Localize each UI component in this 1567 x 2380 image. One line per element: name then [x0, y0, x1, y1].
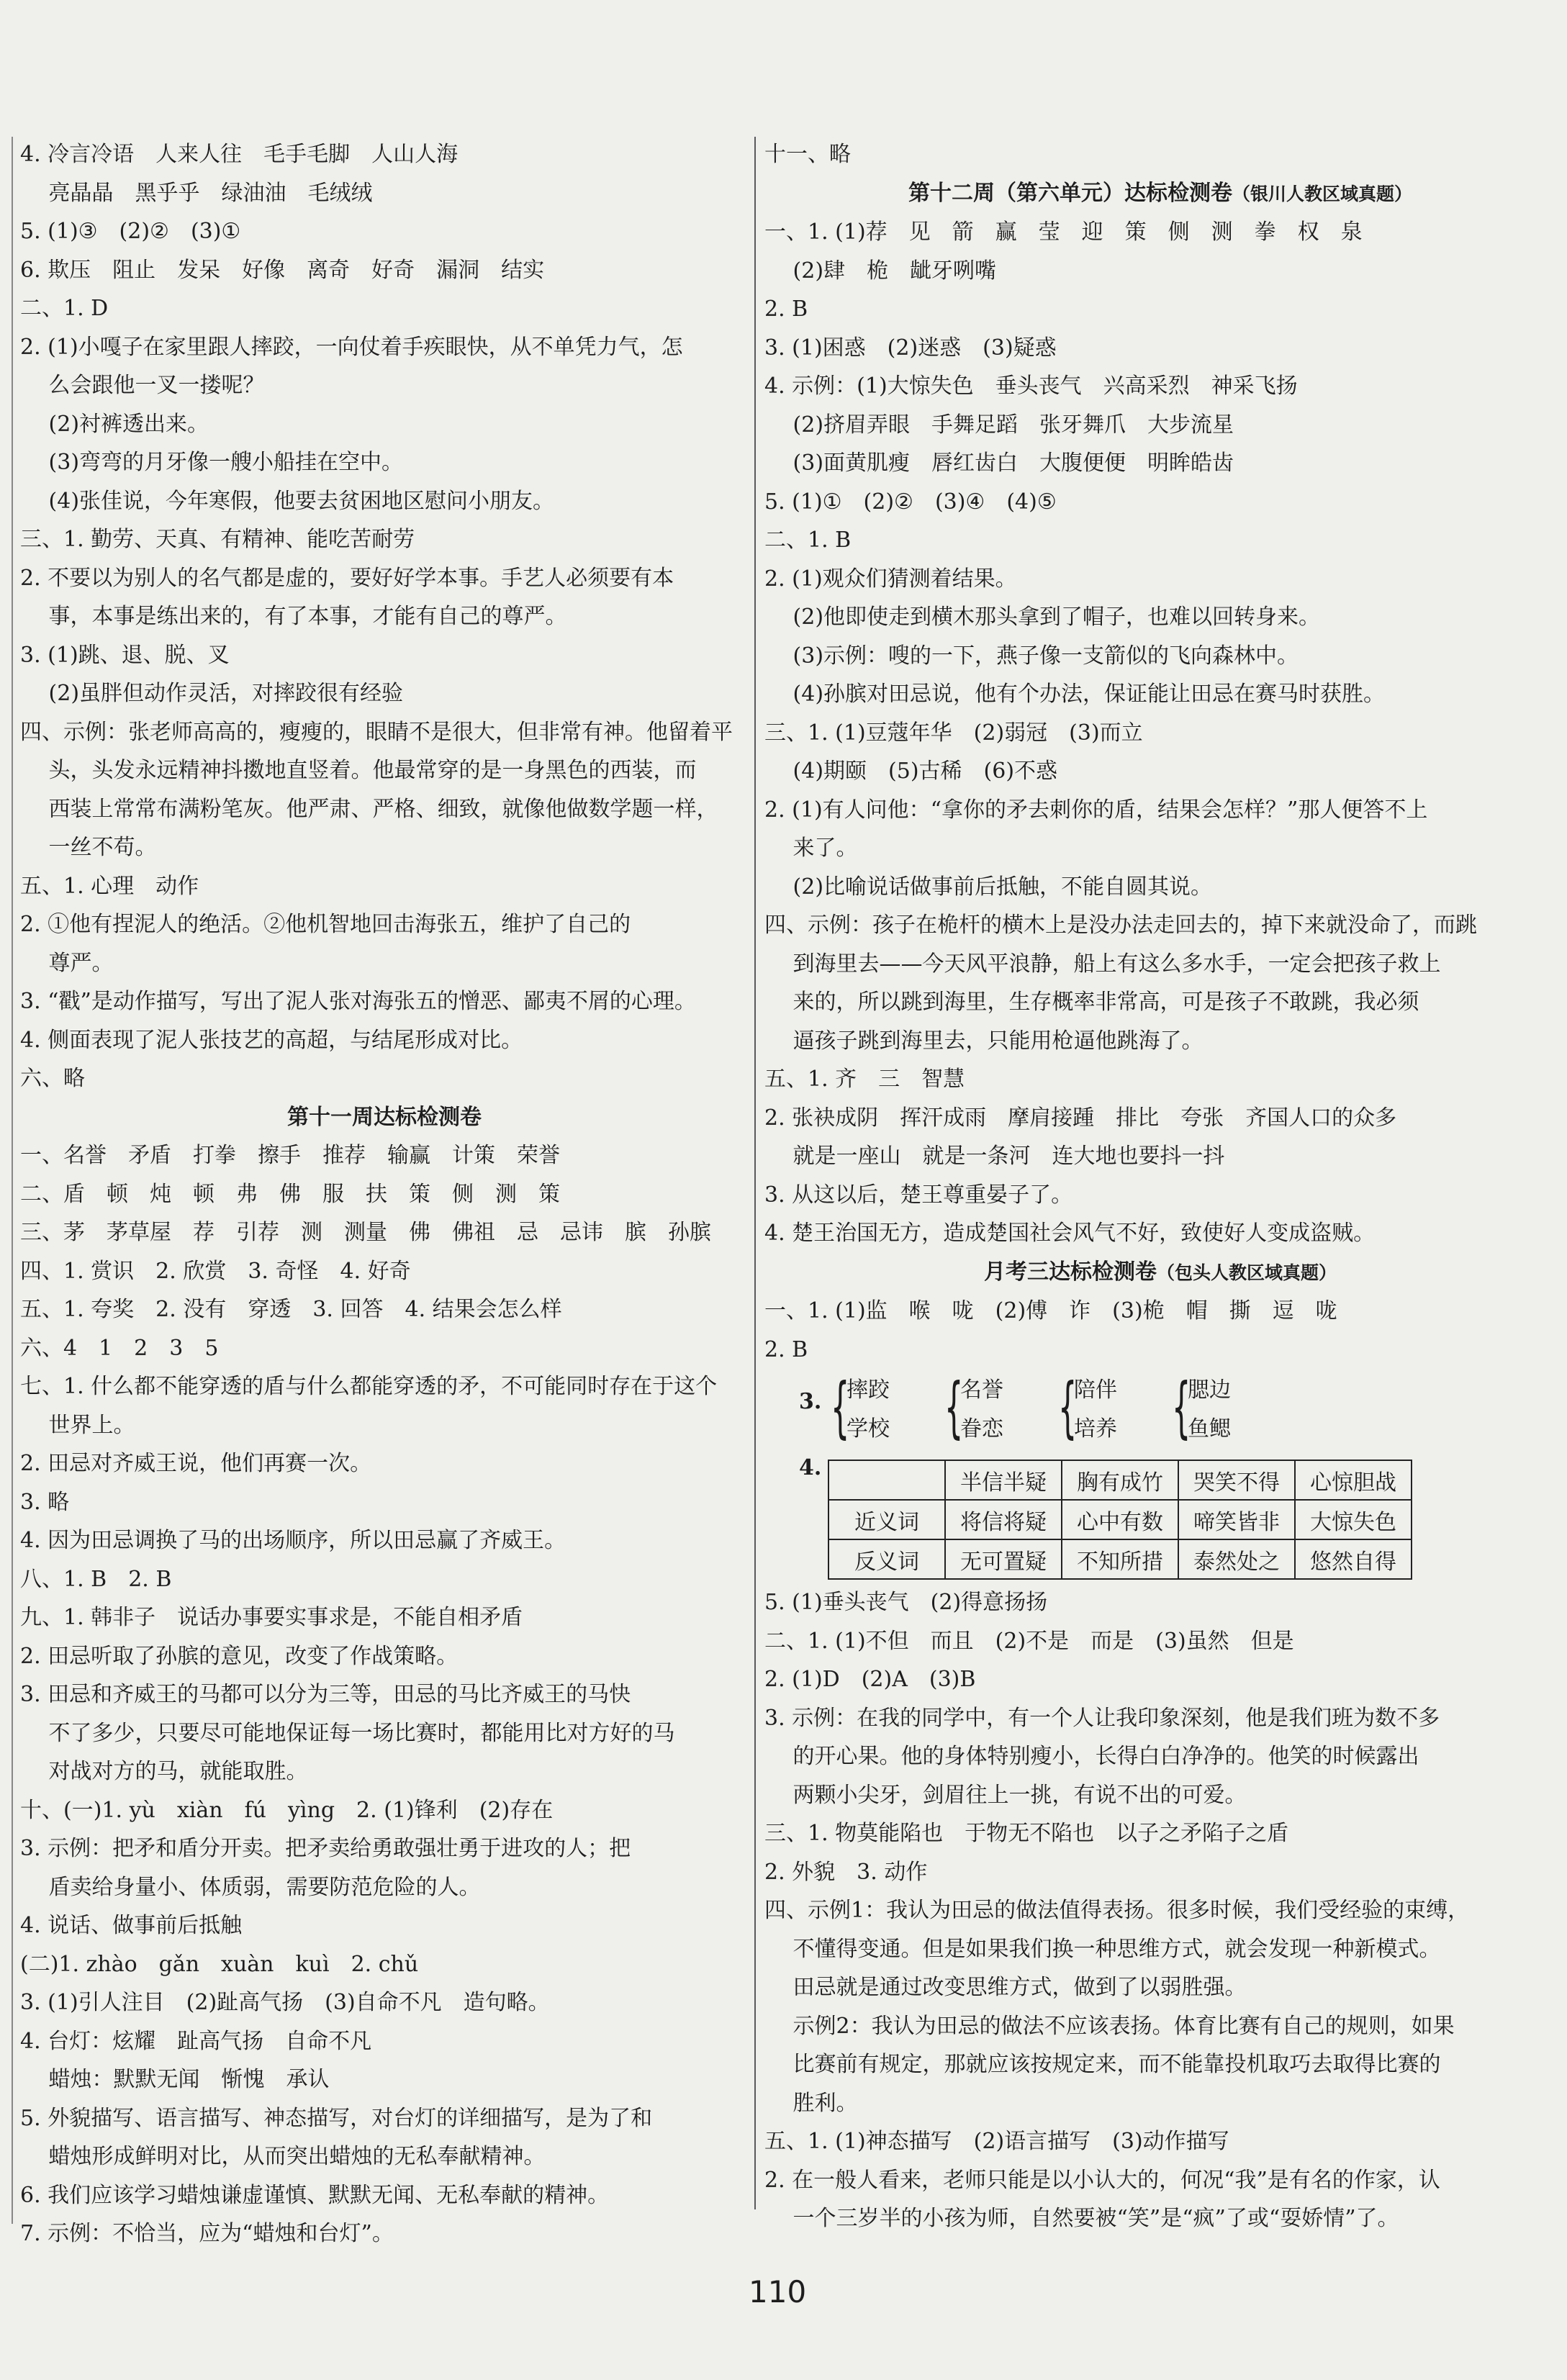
answer-line: 2. 张袂成阴 挥汗成雨 摩肩接踵 排比 夸张 齐国人口的众多	[764, 1105, 1397, 1131]
synonym-antonym-table-block	[764, 1455, 1556, 1583]
page-number: 110	[749, 2274, 807, 2309]
page-edge-line	[12, 137, 13, 2224]
answer-line: 到海里去——今天风平浪静，船上有这么多水手，一定会把孩子救上	[764, 951, 1441, 977]
answer-line: 2. (1)有人问他：“拿你的矛去刺你的盾，结果会怎样？”那人便答不上	[764, 797, 1428, 823]
answer-line: 3. 示例：把矛和盾分开卖。把矛卖给勇敢强壮勇于进攻的人；把	[20, 1836, 631, 1861]
answer-line: (3)弯弯的月牙像一艘小船挂在空中。	[20, 450, 404, 475]
answer-line: 5. 外貌描写、语言描写、神态描写，对台灯的详细描写，是为了和	[20, 2105, 653, 2131]
answer-line: 亮晶晶 黑乎乎 绿油油 毛绒绒	[20, 180, 373, 206]
answer-line: 五、1. (1)神态描写 (2)语言描写 (3)动作描写	[764, 2129, 1229, 2154]
answer-line: 4. 侧面表现了泥人张技艺的高超，与结尾形成对比。	[20, 1027, 523, 1053]
answer-line: 2. B	[764, 1336, 808, 1362]
section-title	[764, 174, 1556, 214]
answer-line: 4. 台灯：炫耀 趾高气扬 自命不凡	[20, 2028, 372, 2054]
answer-line: 一、1. (1)监 喉 咙 (2)傅 诈 (3)桅 帽 撕 逗 咙	[764, 1298, 1337, 1324]
answer-line: 2. 外貌 3. 动作	[764, 1859, 928, 1885]
answer-line: (4)张佳说，今年寒假，他要去贫困地区慰问小朋友。	[20, 488, 555, 514]
table-cell	[828, 1460, 945, 1500]
answer-line: 2. 田忌听取了孙膑的意见，改变了作战策略。	[20, 1643, 459, 1669]
answer-line: 2. 不要以为别人的名气都是虚的，要好好学本事。手艺人必须要有本	[20, 565, 674, 591]
answer-line: 2. (1)观众们猜测着结果。	[764, 566, 1017, 592]
answer-line: 5. (1)③ (2)② (3)①	[20, 219, 241, 244]
answer-line: 七、1. 什么都不能穿透的盾与什么都能穿透的矛，不可能同时存在于这个	[20, 1374, 718, 1399]
answer-line: 的开心果。他的身体特别瘦小，长得白白净净的。他笑的时候露出	[764, 1744, 1419, 1769]
brace-word: 眷恋	[960, 1416, 1003, 1442]
section-title	[20, 1098, 749, 1137]
answer-line: 逼孩子跳到海里去，只能用枪逼他跳海了。	[764, 1028, 1204, 1054]
answer-line: 八、1. B 2. B	[20, 1566, 172, 1592]
answer-line: (2)比喻说话做事前后抵触，不能自圆其说。	[764, 874, 1213, 900]
answer-line: 五、1. 夸奖 2. 没有 穿透 3. 回答 4. 结果会怎么样	[20, 1297, 562, 1322]
brace-word: 摔跤	[846, 1377, 890, 1403]
answer-line: 不懂得变通。但是如果我们换一种思维方式，就会发现一种新模式。	[764, 1936, 1441, 1962]
table-cell: 反义词	[828, 1539, 945, 1579]
answer-line: 五、1. 齐 三 智慧	[764, 1067, 965, 1092]
answer-line: 三、1. 勤劳、天真、有精神、能吃苦耐劳	[20, 527, 415, 552]
answer-line: 2. 在一般人看来，老师只能是以小认大的，何况“我”是有名的作家，认	[764, 2167, 1440, 2193]
answer-line: 4. 冷言冷语 人来人往 毛手毛脚 人山人海	[20, 142, 459, 167]
answer-line: 示例2：我认为田忌的做法不应该表扬。体育比赛有自己的规则，如果	[764, 2013, 1455, 2039]
answer-line: 蜡烛：默默无闻 惭愧 承认	[20, 2067, 330, 2092]
answer-line: 胜利。	[764, 2090, 858, 2116]
table-item-number: 4.	[799, 1455, 822, 1480]
table-cell: 啼笑皆非	[1178, 1500, 1295, 1539]
answer-line: 十一、略	[764, 142, 851, 167]
answer-line: 3. 从这以后，楚王尊重晏子了。	[764, 1182, 1073, 1208]
answer-line: 就是一座山 就是一条河 连大地也要抖一抖	[764, 1144, 1225, 1169]
answer-line: 二、1. B	[764, 528, 852, 553]
answer-line: 4. 因为田忌调换了马的出场顺序，所以田忌赢了齐威王。	[20, 1528, 566, 1553]
answer-line: 三、1. 物莫能陷也 于物无不陷也 以子之矛陷子之盾	[764, 1821, 1289, 1846]
answer-line: (2)肆 桅 龇牙咧嘴	[764, 258, 997, 284]
answer-line: 对战对方的马，就能取胜。	[20, 1759, 308, 1784]
answer-line: (二)1. zhào gǎn xuàn kuì 2. chǔ	[20, 1951, 419, 1977]
answer-line: (2)挤眉弄眼 手舞足蹈 张牙舞爪 大步流星	[764, 412, 1234, 438]
answer-line: 五、1. 心理 动作	[20, 873, 199, 899]
brace-icon: {	[944, 1369, 964, 1446]
table-cell: 不知所措	[1062, 1539, 1178, 1579]
right-section-b	[764, 1583, 1556, 2238]
answer-line: 盾卖给身量小、体质弱，需要防范危险的人。	[20, 1874, 481, 1900]
right-column	[764, 135, 1556, 2238]
table-cell: 泰然处之	[1178, 1539, 1295, 1579]
column-divider	[754, 137, 756, 2209]
answer-line: (4)孙膑对田忌说，他有个办法，保证能让田忌在赛马时获胜。	[764, 682, 1386, 707]
answer-line: 来的，所以跳到海里，生存概率非常高，可是孩子不敢跳，我必须	[764, 990, 1419, 1015]
answer-line: 头，头发永远精神抖擞地直竖着。他最常穿的是一身黑色的西装，而	[20, 758, 697, 783]
brace-word: 腮边	[1188, 1377, 1231, 1403]
answer-line: (4)期颐 (5)古稀 (6)不惑	[764, 759, 1058, 784]
answer-line: 3. (1)跳、退、脱、叉	[20, 642, 230, 668]
section-title-source: （银川人教区域真题）	[1232, 183, 1412, 204]
answer-line: 一个三岁半的小孩为师，自然要被“笑”是“疯”了或“耍娇情”了。	[764, 2206, 1399, 2231]
answer-line: 四、示例1：我认为田忌的做法值得表扬。很多时候，我们受经验的束缚，	[764, 1898, 1470, 1923]
answer-line: 三、茅 茅草屋 荐 引荐 测 测量 佛 佛祖 忌 忌讳 膑 孙膑	[20, 1220, 711, 1245]
answer-line: 九、1. 韩非子 说话办事要实事求是，不能自相矛盾	[20, 1605, 523, 1630]
answer-line: (3)面黄肌瘦 唇红齿白 大腹便便 明眸皓齿	[764, 451, 1234, 476]
table-cell: 心惊胆战	[1295, 1460, 1412, 1500]
section-title	[764, 1253, 1556, 1293]
answer-line: 2. ①他有捏泥人的绝活。②他机智地回击海张五，维护了自己的	[20, 912, 631, 937]
answer-line: 事，本事是练出来的，有了本事，才能有自己的尊严。	[20, 604, 567, 629]
answer-line: 3. 示例：在我的同学中，有一个人让我印象深刻，他是我们班为数不多	[764, 1705, 1440, 1731]
answer-line: 3. (1)引人注目 (2)趾高气扬 (3)自命不凡 造句略。	[20, 1990, 550, 2015]
right-section-a	[764, 135, 1556, 1369]
answer-line: 2. (1)D (2)A (3)B	[764, 1667, 976, 1692]
answer-line: 十、(一)1. yù xiàn fú yìng 2. (1)锋利 (2)存在	[20, 1797, 554, 1823]
brace-item-number: 3.	[799, 1389, 822, 1414]
answer-line: (2)他即使走到横木那头拿到了帽子，也难以回转身来。	[764, 605, 1321, 630]
answer-line: 不了多少，只要尽可能地保证每一场比赛时，都能用比对方好的马	[20, 1720, 675, 1746]
section-title-text: 月考三达标检测卷	[983, 1259, 1157, 1285]
answer-line: 二、1. D	[20, 296, 109, 321]
synonym-antonym-table	[828, 1460, 1412, 1580]
table-cell: 胸有成竹	[1062, 1460, 1178, 1500]
answer-line: 4. 示例：(1)大惊失色 垂头丧气 兴高采烈 神采飞扬	[764, 374, 1298, 399]
answer-line: 2. (1)小嘎子在家里跟人摔跤，一向仗着手疾眼快，从不单凭力气，怎	[20, 334, 683, 360]
answer-line: 么会跟他一叉一搂呢？	[20, 373, 265, 398]
answer-line: 3. 略	[20, 1489, 70, 1515]
answer-line: 六、略	[20, 1066, 85, 1091]
answer-line: 6. 欺压 阻止 发呆 好像 离奇 好奇 漏洞 结实	[20, 257, 545, 283]
answer-line: (3)示例：嗖的一下，燕子像一支箭似的飞向森林中。	[764, 643, 1299, 669]
answer-line: 六、4 1 2 3 5	[20, 1335, 219, 1361]
answer-line: 4. 楚王治国无方，造成楚国社会风气不好，致使好人变成盗贼。	[764, 1221, 1376, 1246]
answer-line: 4. 说话、做事前后抵触	[20, 1913, 243, 1938]
answer-line: 世界上。	[20, 1412, 135, 1438]
answer-line: 二、盾 顿 炖 顿 弗 佛 服 扶 策 侧 测 策	[20, 1181, 560, 1207]
section-title-source: （包头人教区域真题）	[1156, 1262, 1337, 1283]
table-cell: 近义词	[828, 1500, 945, 1539]
answer-line: 蜡烛形成鲜明对比，从而突出蜡烛的无私奉献精神。	[20, 2144, 546, 2169]
answer-line: 6. 我们应该学习蜡烛谦虚谨慎、默默无闻、无私奉献的精神。	[20, 2182, 610, 2208]
section-title-text: 第十二周（第六单元）达标检测卷	[908, 180, 1232, 206]
answer-line: 四、示例：孩子在桅杆的横木上是没办法走回去的，掉下来就没命了，而跳	[764, 913, 1477, 938]
table-cell: 无可置疑	[945, 1539, 1062, 1579]
answer-line: 四、1. 赏识 2. 欣赏 3. 奇怪 4. 好奇	[20, 1258, 411, 1284]
answer-line: (2)衬裤透出来。	[20, 411, 209, 437]
brace-icon: {	[831, 1369, 850, 1446]
answer-line: 两颗小尖牙，剑眉往上一挑，有说不出的可爱。	[764, 1782, 1247, 1808]
table-cell: 半信半疑	[945, 1460, 1062, 1500]
answer-line: 一、1. (1)荐 见 箭 赢 莹 迎 策 侧 测 拳 权 泉	[764, 220, 1363, 245]
brace-word: 培养	[1074, 1416, 1117, 1442]
table-cell: 大惊失色	[1295, 1500, 1412, 1539]
answer-line: 一丝不苟。	[20, 835, 157, 860]
answer-line: 一、名誉 矛盾 打拳 擦手 推荐 输赢 计策 荣誉	[20, 1143, 560, 1168]
left-column	[20, 135, 749, 2253]
answer-line: 来了。	[764, 836, 858, 861]
brace-word: 学校	[846, 1416, 890, 1442]
table-row	[828, 1539, 1412, 1579]
answer-line: 二、1. (1)不但 而且 (2)不是 而是 (3)虽然 但是	[764, 1628, 1294, 1654]
brace-word: 鱼鳃	[1188, 1416, 1231, 1442]
answer-line: 田忌就是通过改变思维方式，做到了以弱胜强。	[764, 1975, 1247, 2000]
answer-line: 3. (1)困惑 (2)迷惑 (3)疑惑	[764, 335, 1057, 361]
answer-line: 3. “戳”是动作描写，写出了泥人张对海张五的憎恶、鄙夷不屑的心理。	[20, 989, 696, 1014]
table-row	[828, 1500, 1412, 1539]
answer-line: 西装上常常布满粉笔灰。他严肃、严格、细致，就像他做数学题一样，	[20, 796, 718, 822]
answer-line: 5. (1)① (2)② (3)④ (4)⑤	[764, 489, 1057, 515]
table-header-row	[828, 1460, 1412, 1500]
answer-line: 比赛前有规定，那就应该按规定来，而不能靠投机取巧去取得比赛的	[764, 2052, 1441, 2077]
answer-line: 5. (1)垂头丧气 (2)得意扬扬	[764, 1590, 1048, 1615]
answer-line: 7. 示例：不恰当，应为“蜡烛和台灯”。	[20, 2221, 394, 2246]
brace-word-groups	[764, 1369, 1556, 1452]
answer-line: (2)虽胖但动作灵活，对摔跤很有经验	[20, 681, 404, 706]
brace-word: 名誉	[960, 1377, 1003, 1403]
brace-icon: {	[1058, 1369, 1078, 1446]
brace-word: 陪伴	[1074, 1377, 1117, 1403]
section-title-text: 第十一周达标检测卷	[287, 1104, 482, 1130]
answer-line: 3. 田忌和齐威王的马都可以分为三等，田忌的马比齐威王的马快	[20, 1682, 631, 1707]
table-cell: 悠然自得	[1295, 1539, 1412, 1579]
answer-line: 2. B	[764, 297, 808, 322]
answer-line: 四、示例：张老师高高的，瘦瘦的，眼睛不是很大，但非常有神。他留着平	[20, 719, 733, 745]
table-cell: 心中有数	[1062, 1500, 1178, 1539]
answer-line: 2. 田忌对齐威王说，他们再赛一次。	[20, 1451, 372, 1476]
table-cell: 将信将疑	[945, 1500, 1062, 1539]
answer-line: 三、1. (1)豆蔻年华 (2)弱冠 (3)而立	[764, 720, 1143, 746]
table-cell: 哭笑不得	[1178, 1460, 1295, 1500]
answer-line: 尊严。	[20, 950, 114, 976]
brace-icon: {	[1172, 1369, 1191, 1446]
